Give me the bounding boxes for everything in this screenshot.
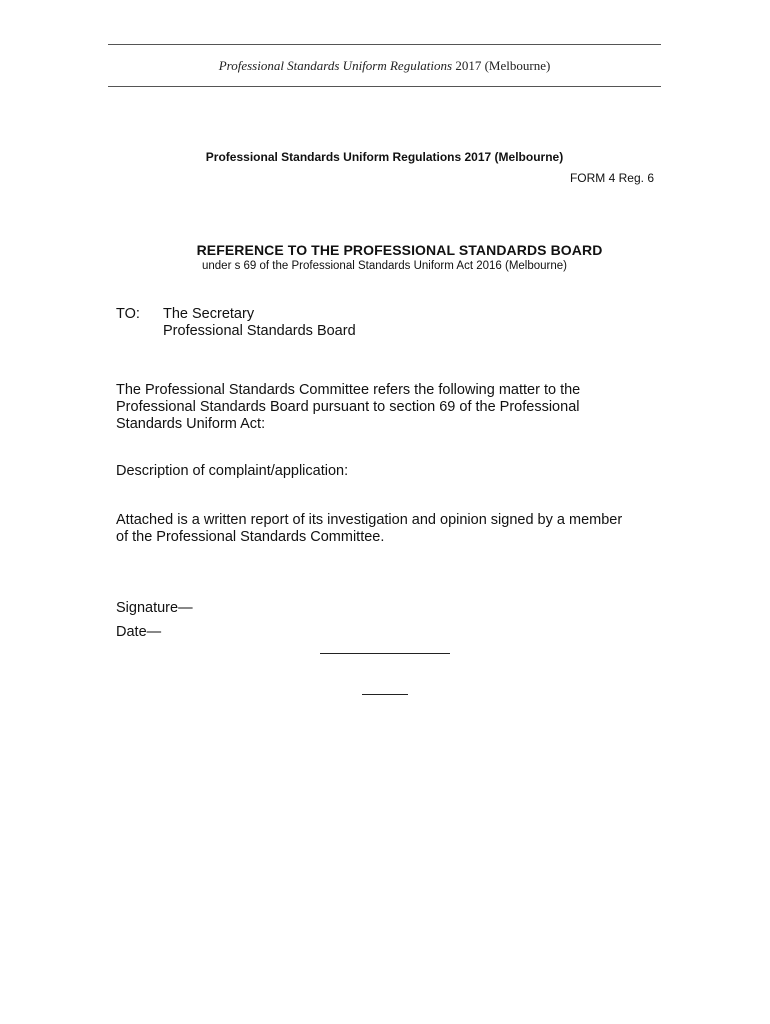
signature-blank-line <box>320 653 450 654</box>
document-subheading: under s 69 of the Professional Standards Uniform Act 2016 (Melbourne) <box>201 260 567 272</box>
running-header <box>108 58 661 74</box>
header-top-rule <box>108 44 661 45</box>
signature-label: Signature— <box>116 600 193 616</box>
description-label: Description of complaint/application: <box>116 463 349 479</box>
header-bottom-rule <box>108 86 661 87</box>
referral-paragraph: The Professional Standards Committee refers the following matter to the Professional Standards Board pursuant to section 69 of the Professional Standards Uniform Act: <box>116 382 581 432</box>
addressee-line-2: Professional Standards Board <box>163 323 356 339</box>
end-of-form-line <box>362 694 408 695</box>
running-header-year: 2017 (Melbourne) <box>452 58 551 73</box>
addressee-label: TO: <box>116 306 140 322</box>
addressee-line-1: The Secretary <box>163 306 255 322</box>
document-heading: REFERENCE TO THE PROFESSIONAL STANDARDS BOARD <box>196 242 603 258</box>
running-header-title: Professional Standards Uniform Regulations <box>218 58 453 73</box>
date-label: Date— <box>116 624 162 640</box>
attached-report-paragraph: Attached is a written report of its investigation and opinion signed by a member of the Professional Standards Committee. <box>116 512 623 545</box>
form-reference: FORM 4 Reg. 6 <box>569 171 654 185</box>
regulation-title: Professional Standards Uniform Regulations 2017 (Melbourne) <box>205 150 564 164</box>
